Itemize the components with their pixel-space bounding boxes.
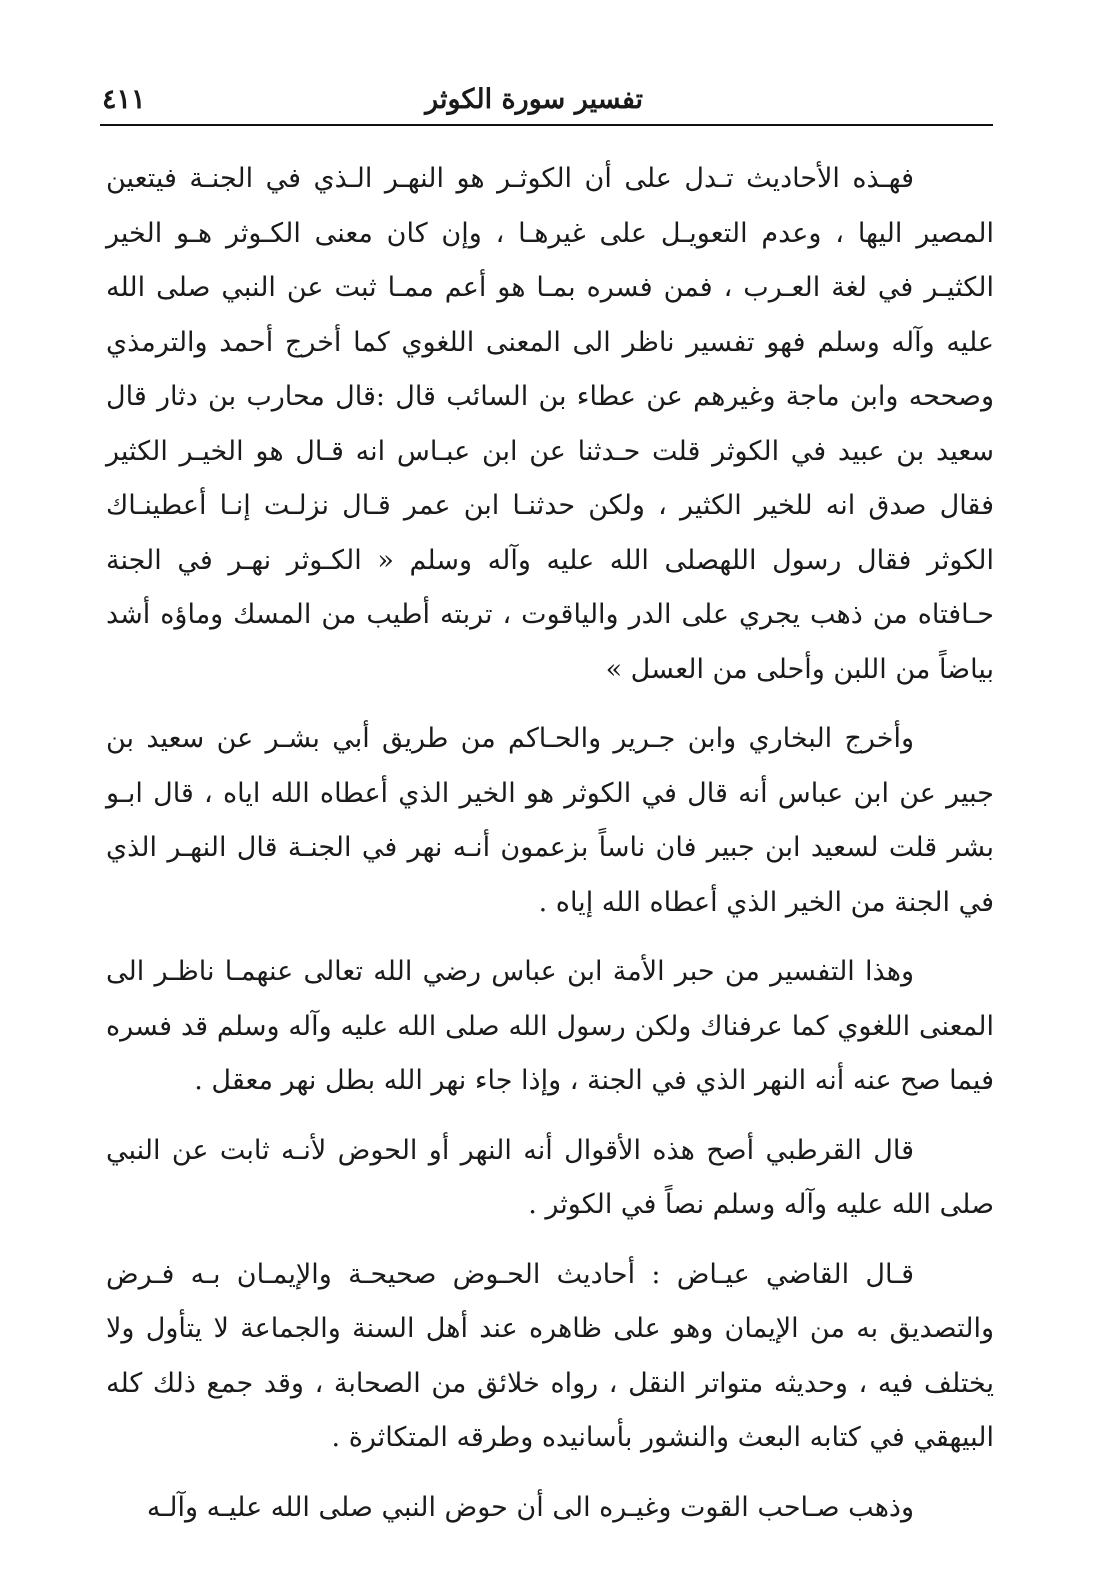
paragraph-1: فهـذه الأحاديث تـدل على أن الكوثـر هو النهـر الـذي في الجنـة فيتعين المصير اليها ، وعدم التعويـل على غيرهـا ، وإن كان معنى الكـوثر هـو الخير الكثيـر في لغة العـرب ، فمن فسره بمـا هو أعم ممـا ثبت عن النبي صلى الله عليه وآله وسلم فهو تفسير ناظر الى المعنى اللغوي كما أخرج أحمد والترمذي وصححه وابن ماجة وغيرهم عن عطاء بن السائب قال :قال محارب بن دثار قال سعيد بن عبيد في الكوثر قلت حـدثنا عن ابن عبـاس انه قـال هو الخيـر الكثير فقال صدق انه للخير الكثير ، ولكن حدثنـا ابن عمر قـال نزلـت إنـا أعطينـاك الكوثر فقال رسول اللهصلى الله عليه وآله وسلم « الكـوثر نهـر في الجنة حـافتاه من ذهب يجري على الدر والياقوت ، تربته أطيب من المسك وماؤه أشد بياضاً من اللبن وأحلى من العسل » [106,163,994,685]
running-title: تفسير سورة الكوثر [425,84,643,115]
paragraph-4: قال القرطبي أصح هذه الأقوال أنه النهر أو الحوض لأنـه ثابت عن النبي صلى الله عليه وآله وسلم نصاً في الكوثر . [106,1134,994,1220]
paragraph-2: وأخرج البخاري وابن جـرير والحـاكم من طريق أبي بشـر عن سعيد بن جبير عن ابن عباس أنه قال في الكوثر هو الخير الذي أعطاه الله اياه ، قال ابـو بشر قلت لسعيد ابن جبير فان ناساً بزعمون أنـه نهر في الجنـة قال النهـر الذي في الجنة من الخير الذي أعطاه الله إياه . [106,723,994,918]
header-rule [100,124,993,126]
paragraph-5: قـال القاضي عيـاض : أحاديث الحـوض صحيحـة والإيمـان بـه فـرض والتصديق به من الإيمان وهو على ظاهره عند أهل السنة والجماعة لا يتأول ولا يختلف فيه ، وحديثه متواتر النقل ، رواه خلائق من الصحابة ، وقد جمع ذلك كله البيهقي في كتابه البعث والنشور بأسانيده وطرقه المتكاثرة . [106,1258,994,1453]
paragraph-6: وذهب صـاحب القوت وغيـره الى أن حوض النبي صلى الله عليـه وآلـه [146,1491,914,1523]
body-text [106,152,994,1550]
paragraph-3: وهذا التفسير من حبر الأمة ابن عباس رضي الله تعالى عنهمـا ناظـر الى المعنى اللغوي كما عرفناك ولكن رسول الله صلى الله عليه وآله وسلم قد فسره فيما صح عنه أنه النهر الذي في الجنة ، وإذا جاء نهر الله بطل نهر معقل . [106,956,994,1096]
running-header [100,80,993,122]
page-number: ٤١١ [102,84,146,115]
